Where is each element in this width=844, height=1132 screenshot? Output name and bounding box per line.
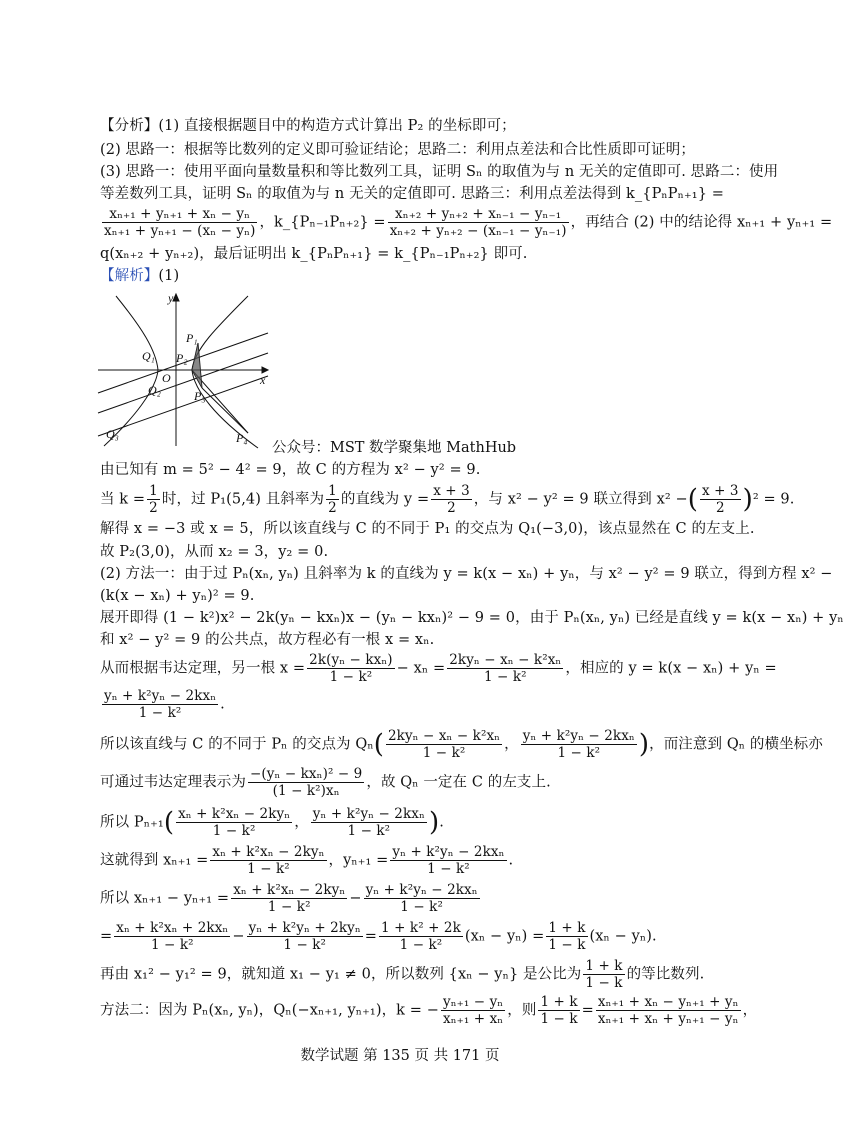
analysis-line-6: q(xₙ₊₂ + yₙ₊₂)，最后证明出 k_{PₙPₙ₊₁} = k_{Pₙ₋₁Pₙ₊₂} 即可.	[100, 246, 528, 262]
y-axis-arrow	[173, 294, 179, 301]
fraction: $\frac{\text{yₙ + k²yₙ − 2kxₙ}}{\text{1 − k²}}$	[522, 728, 635, 761]
fraction: $\frac{\text{yₙ + k²yₙ − 2kxₙ}}{\text{1 − k²}}$	[365, 882, 478, 915]
analysis-line-5: $\frac{\text{xₙ₊₁ + yₙ₊₁ + xₙ − yₙ}}{\text{xₙ₊₁ + yₙ₊₁ − (xₙ − yₙ)}}$ ，k_{Pₙ₋₁Pₙ₊₂} = $\frac{\text{xₙ₊₂ + yₙ₊₂ + xₙ₋₁ − yₙ₋₁}}{\text{xₙ₊₂ + yₙ₊₂ − (xₙ₋₁ − yₙ₋₁)}}$ ，再结合 (2) 中的结论得 xₙ₊₁ + yₙ₊₁ =	[104, 206, 833, 239]
solution-line-14: 这就得到 xₙ₊₁ = $\frac{\text{xₙ + k²xₙ − 2kyₙ}}{\text{1 − k²}}$ ，yₙ₊₁ = $\frac{\text{yₙ + k²yₙ − 2kxₙ}}{\text{1 − k²}}$ .	[100, 844, 514, 877]
fraction: $\frac{\text{yₙ + k²yₙ + 2kyₙ}}{\text{1 − k²}}$	[248, 920, 361, 953]
solution-line-9: 从而根据韦达定理，另一根 x = $\frac{\text{2k(yₙ − kxₙ)}}{\text{1 − k²}}$ − xₙ = $\frac{\text{2kyₙ − xₙ − k²xₙ}}{\text{1 − k²}}$ ，相应的 y = k(x − xₙ) + yₙ =	[100, 652, 777, 685]
fraction: $\frac{\text{−(yₙ − kxₙ)² − 9}}{\text{(1 − k²)xₙ}}$	[250, 766, 363, 799]
solution-line-2: 当 k = $\frac{1}{2}$ 时，过 P₁(5,4) 且斜率为 $\frac{1}{2}$ 的直线为 y = $\frac{x + 3}{2}$ ，与 x² − y² = 9 联立得到 x² −( $\frac{x + 3}{2}$ )² = 9.	[100, 483, 795, 516]
solution-line-8: 和 x² − y² = 9 的公共点，故方程必有一根 x = xₙ.	[100, 632, 435, 648]
fraction: $\frac{\text{yₙ₊₁ − yₙ}}{\text{xₙ₊₁ + xₙ}}$	[442, 994, 504, 1027]
origin-label: O	[162, 371, 171, 385]
fraction: $\frac{\text{1 + k² + 2k}}{\text{1 − k²}}$	[381, 920, 461, 953]
q1-label: Q₁	[142, 349, 155, 363]
solution-line-1: 由已知有 m = 5² − 4² = 9，故 C 的方程为 x² − y² = 9.	[100, 462, 481, 478]
solution-line-16: = $\frac{\text{xₙ + k²xₙ + 2kxₙ}}{\text{1 − k²}}$ − $\frac{\text{yₙ + k²yₙ + 2kyₙ}}{\text{1 − k²}}$ = $\frac{\text{1 + k² + 2k}}{\text{1 − k²}}$ (xₙ − yₙ) = $\frac{1 + k}{1 - k}$ (xₙ − yₙ).	[100, 920, 657, 953]
solution-line-7: 展开即得 (1 − k²)x² − 2k(yₙ − kxₙ)x − (yₙ − kxₙ)² − 9 = 0，由于 Pₙ(xₙ, yₙ) 已经是直线 y = k(x − xₙ) + yₙ	[100, 610, 844, 626]
solution-line-11: 所以该直线与 C 的不同于 Pₙ 的交点为 Qₙ( $\frac{\text{2kyₙ − xₙ − k²xₙ}}{\text{1 − k²}}$ ， $\frac{\text{yₙ + k²yₙ − 2kxₙ}}{\text{1 − k²}}$ )，而注意到 Qₙ 的横坐标亦	[100, 728, 823, 761]
solution-line-5: (2) 方法一：由于过 Pₙ(xₙ, yₙ) 且斜率为 k 的直线为 y = k(x − xₙ) + yₙ，与 x² − y² = 9 联立，得到方程 x² −	[100, 566, 833, 582]
fraction: $\frac{\text{xₙ₊₂ + yₙ₊₂ + xₙ₋₁ − yₙ₋₁}}{\text{xₙ₊₂ + yₙ₊₂ − (xₙ₋₁ − yₙ₋₁)}}$	[389, 206, 567, 239]
p3-label: P₃	[194, 389, 206, 403]
p1-label: P₁	[186, 331, 198, 345]
fraction: $\frac{\text{xₙ + k²xₙ − 2kyₙ}}{\text{1 − k²}}$	[233, 882, 346, 915]
fraction: $\frac{1}{2}$	[149, 483, 158, 516]
analysis-line-3: (3) 思路一：使用平面向量数量积和等比数列工具，证明 Sₙ 的取值为与 n 无关的定值即可. 思路二：使用	[100, 164, 779, 180]
solution-line-17: 再由 x₁² − y₁² = 9，就知道 x₁ − y₁ ≠ 0，所以数列 {xₙ − yₙ} 是公比为 $\frac{1 + k}{1 - k}$ 的等比数列.	[100, 958, 705, 991]
fraction: $\frac{\text{xₙ₊₁ + yₙ₊₁ + xₙ − yₙ}}{\text{xₙ₊₁ + yₙ₊₁ − (xₙ − yₙ)}}$	[104, 206, 256, 239]
fraction: $\frac{\text{yₙ + k²yₙ − 2kxₙ}}{\text{1 − k²}}$	[392, 844, 505, 877]
hyperbola-figure	[98, 288, 274, 448]
solution-line-18: 方法二：因为 Pₙ(xₙ, yₙ)，Qₙ(−xₙ₊₁, yₙ₊₁)，k = − $\frac{\text{yₙ₊₁ − yₙ}}{\text{xₙ₊₁ + xₙ}}$ ，则 $\frac{1 + k}{1 - k}$ = $\frac{\text{xₙ₊₁ + xₙ − yₙ₊₁ + yₙ}}{\text{xₙ₊₁ + xₙ + yₙ₊₁ − yₙ}}$ ，	[100, 994, 758, 1027]
fraction: $\frac{\text{xₙ + k²xₙ + 2kxₙ}}{\text{1 − k²}}$	[116, 920, 229, 953]
hyperbola-left-branch	[104, 296, 158, 446]
fraction: $\frac{1 + k}{1 - k}$	[585, 958, 623, 991]
solution-line-4: 故 P₂(3,0)，从而 x₂ = 3，y₂ = 0.	[100, 544, 329, 560]
fraction: $\frac{\text{2k(yₙ − kxₙ)}}{\text{1 − k²}}$	[309, 652, 393, 685]
solution-heading: 【解析】(1)	[100, 268, 180, 284]
solution-line-12: 可通过韦达定理表示为 $\frac{\text{−(yₙ − kxₙ)² − 9}}{\text{(1 − k²)xₙ}}$ ，故 Qₙ 一定在 C 的左支上.	[100, 766, 551, 799]
fraction: $\frac{1 + k}{1 - k}$	[548, 920, 586, 953]
fraction: $\frac{\text{yₙ + k²yₙ − 2kxₙ}}{\text{1 − k²}}$	[104, 688, 217, 721]
fraction: $\frac{\text{2kyₙ − xₙ − k²xₙ}}{\text{1 − k²}}$	[449, 652, 562, 685]
fraction: $\frac{\text{xₙ + k²xₙ − 2kyₙ}}{\text{1 − k²}}$	[212, 844, 325, 877]
fraction: $\frac{\text{xₙ + k²xₙ − 2kyₙ}}{\text{1 − k²}}$	[178, 806, 291, 839]
fraction: $\frac{1 + k}{1 - k}$	[540, 994, 578, 1027]
solution-line-15: 所以 xₙ₊₁ − yₙ₊₁ = $\frac{\text{xₙ + k²xₙ − 2kyₙ}}{\text{1 − k²}}$ − $\frac{\text{yₙ + k²yₙ − 2kxₙ}}{\text{1 − k²}}$	[100, 882, 478, 915]
fraction: $\frac{1}{2}$	[328, 483, 337, 516]
q2-label: Q₂	[148, 383, 161, 397]
p3-p4-segment	[202, 388, 248, 433]
p2-label: P₂	[176, 351, 188, 365]
fraction: $\frac{x + 3}{2}$	[433, 483, 470, 516]
y-axis-label: y	[168, 291, 174, 305]
fraction: $\frac{\text{xₙ₊₁ + xₙ − yₙ₊₁ + yₙ}}{\text{xₙ₊₁ + xₙ + yₙ₊₁ − yₙ}}$	[597, 994, 739, 1027]
analysis-line-1: 【分析】(1) 直接根据题目中的构造方式计算出 P₂ 的坐标即可；	[100, 118, 516, 134]
p4-label: P₄	[236, 431, 248, 445]
watermark-caption: 公众号：MST 数学聚集地 MathHub	[272, 440, 517, 456]
fraction: $\frac{x + 3}{2}$	[701, 483, 739, 516]
analysis-line-4: 等差数列工具，证明 Sₙ 的取值为与 n 无关的定值即可. 思路三：利用点差法得到 k_{PₙPₙ₊₁} =	[100, 186, 724, 202]
solution-label: 【解析】	[100, 268, 159, 284]
q3-label: Q₃	[106, 427, 119, 441]
x-axis-label: x	[260, 373, 266, 387]
analysis-line-2: (2) 思路一：根据等比数列的定义即可验证结论；思路二：利用点差法和合比性质即可证明；	[100, 142, 695, 158]
hyperbola-right-branch	[192, 296, 258, 448]
solution-line-3: 解得 x = −3 或 x = 5，所以该直线与 C 的不同于 P₁ 的交点为 Q₁(−3,0)，该点显然在 C 的左支上.	[100, 521, 755, 537]
page-footer: 数学试题 第 135 页 共 171 页	[300, 1048, 500, 1064]
fraction: $\frac{\text{2kyₙ − xₙ − k²xₙ}}{\text{1 − k²}}$	[387, 728, 501, 761]
solution-line-6: (k(x − xₙ) + yₙ)² = 9.	[100, 588, 255, 604]
fraction: $\frac{\text{yₙ + k²yₙ − 2kxₙ}}{\text{1 − k²}}$	[312, 806, 425, 839]
solution-line-10: $\frac{\text{yₙ + k²yₙ − 2kxₙ}}{\text{1 − k²}}$ .	[104, 688, 225, 721]
solution-line-13: 所以 Pₙ₊₁( $\frac{\text{xₙ + k²xₙ − 2kyₙ}}{\text{1 − k²}}$ ， $\frac{\text{yₙ + k²yₙ − 2kxₙ}}{\text{1 − k²}}$ ).	[100, 806, 444, 839]
